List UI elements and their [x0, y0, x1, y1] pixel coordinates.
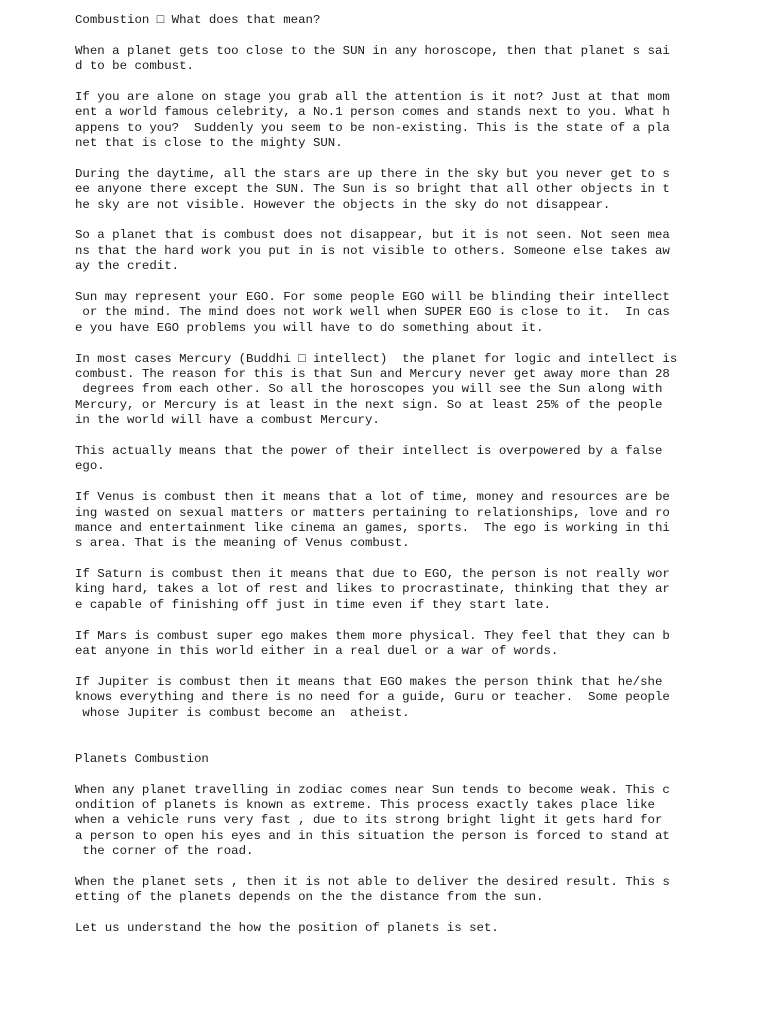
- spacer: [75, 659, 695, 674]
- spacer: [75, 213, 695, 228]
- text-line: combust. The reason for this is that Sun and Mercury never get away more than 28: [75, 366, 670, 381]
- paragraph: [75, 44, 695, 75]
- spacer: [75, 28, 695, 43]
- paragraph: [75, 290, 695, 336]
- text-line: whose Jupiter is combust become an atheist.: [75, 705, 410, 720]
- paragraph: [75, 629, 695, 660]
- spacer: [75, 275, 695, 290]
- text-line: When a planet gets too close to the SUN in any horoscope, then that planet s sai: [75, 43, 670, 58]
- text-line: Mercury, or Mercury is at least in the next sign. So at least 25% of the people: [75, 397, 663, 412]
- text-line: eat anyone in this world either in a real duel or a war of words.: [75, 644, 559, 659]
- text-line: ego.: [75, 459, 105, 474]
- text-line: If Mars is combust super ego makes them more physical. They feel that they can b: [75, 628, 670, 643]
- text-line: When any planet travelling in zodiac comes near Sun tends to become weak. This c: [75, 782, 670, 797]
- document-title: Combustion □ What does that mean?: [75, 13, 321, 27]
- text-line: If Jupiter is combust then it means that EGO makes the person think that he/she: [75, 674, 663, 689]
- text-line: ay the credit.: [75, 259, 180, 274]
- paragraph: [75, 167, 695, 213]
- text-line: If you are alone on stage you grab all the attention is it not? Just at that mom: [75, 89, 670, 104]
- text-line: This actually means that the power of their intellect is overpowered by a false: [75, 443, 663, 458]
- text-line: s area. That is the meaning of Venus combust.: [75, 536, 410, 551]
- spacer: [75, 336, 695, 351]
- paragraph: [75, 875, 695, 906]
- paragraph: [75, 352, 695, 429]
- section-heading: Planets Combustion: [75, 751, 209, 766]
- spacer: [75, 860, 695, 875]
- spacer: [75, 767, 695, 782]
- text-line: degrees from each other. So all the horoscopes you will see the Sun along with: [75, 382, 663, 397]
- spacer: [75, 429, 695, 444]
- text-line: Let us understand the how the position of planets is set.: [75, 921, 499, 936]
- text-line: king hard, takes a lot of rest and likes to procrastinate, thinking that they ar: [75, 582, 670, 597]
- paragraph: [75, 921, 695, 936]
- paragraph: [75, 90, 695, 152]
- paragraph: [75, 444, 695, 475]
- text-line: e you have EGO problems you will have to do something about it.: [75, 320, 544, 335]
- text-line: ondition of planets is known as extreme. This process exactly takes place like: [75, 797, 655, 812]
- text-line: ee anyone there except the SUN. The Sun is so bright that all other objects in t: [75, 182, 670, 197]
- text-line: net that is close to the mighty SUN.: [75, 136, 343, 151]
- text-line: In most cases Mercury (Buddhi □ intellect) the planet for logic and intellect is: [75, 351, 678, 366]
- paragraph: [75, 783, 695, 860]
- paragraph: [75, 567, 695, 613]
- spacer: [75, 475, 695, 490]
- spacer: [75, 906, 695, 921]
- paragraph: [75, 228, 695, 274]
- spacer: [75, 721, 695, 752]
- text-line: a person to open his eyes and in this situation the person is forced to stand at: [75, 828, 670, 843]
- text-line: etting of the planets depends on the the distance from the sun.: [75, 890, 544, 905]
- text-line: If Venus is combust then it means that a lot of time, money and resources are be: [75, 490, 670, 505]
- text-line: when a vehicle runs very fast , due to its strong bright light it gets hard for: [75, 813, 663, 828]
- text-line: When the planet sets , then it is not able to deliver the desired result. This s: [75, 874, 670, 889]
- text-line: ns that the hard work you put in is not visible to others. Someone else takes aw: [75, 243, 670, 258]
- spacer: [75, 152, 695, 167]
- spacer: [75, 552, 695, 567]
- text-line: Sun may represent your EGO. For some people EGO will be blinding their intellect: [75, 290, 670, 305]
- spacer: [75, 75, 695, 90]
- paragraph: [75, 490, 695, 552]
- text-line: in the world will have a combust Mercury.: [75, 413, 380, 428]
- text-line: During the daytime, all the stars are up there in the sky but you never get to s: [75, 166, 670, 181]
- text-line: he sky are not visible. However the objects in the sky do not disappear.: [75, 197, 611, 212]
- spacer: [75, 613, 695, 628]
- text-line: mance and entertainment like cinema an games, sports. The ego is working in thi: [75, 520, 670, 535]
- text-line: knows everything and there is no need for a guide, Guru or teacher. Some people: [75, 690, 670, 705]
- text-line: d to be combust.: [75, 59, 194, 74]
- text-line: ent a world famous celebrity, a No.1 person comes and stands next to you. What h: [75, 105, 670, 120]
- text-line: e capable of finishing off just in time even if they start late.: [75, 597, 551, 612]
- text-line: or the mind. The mind does not work well when SUPER EGO is close to it. In cas: [75, 305, 670, 320]
- text-line: the corner of the road.: [75, 844, 254, 859]
- document-page: [75, 13, 695, 936]
- text-line: appens to you? Suddenly you seem to be non-existing. This is the state of a pla: [75, 120, 670, 135]
- text-line: If Saturn is combust then it means that due to EGO, the person is not really wor: [75, 567, 670, 582]
- text-line: So a planet that is combust does not disappear, but it is not seen. Not seen mea: [75, 228, 670, 243]
- paragraph: [75, 675, 695, 721]
- text-line: ing wasted on sexual matters or matters pertaining to relationships, love and ro: [75, 505, 670, 520]
